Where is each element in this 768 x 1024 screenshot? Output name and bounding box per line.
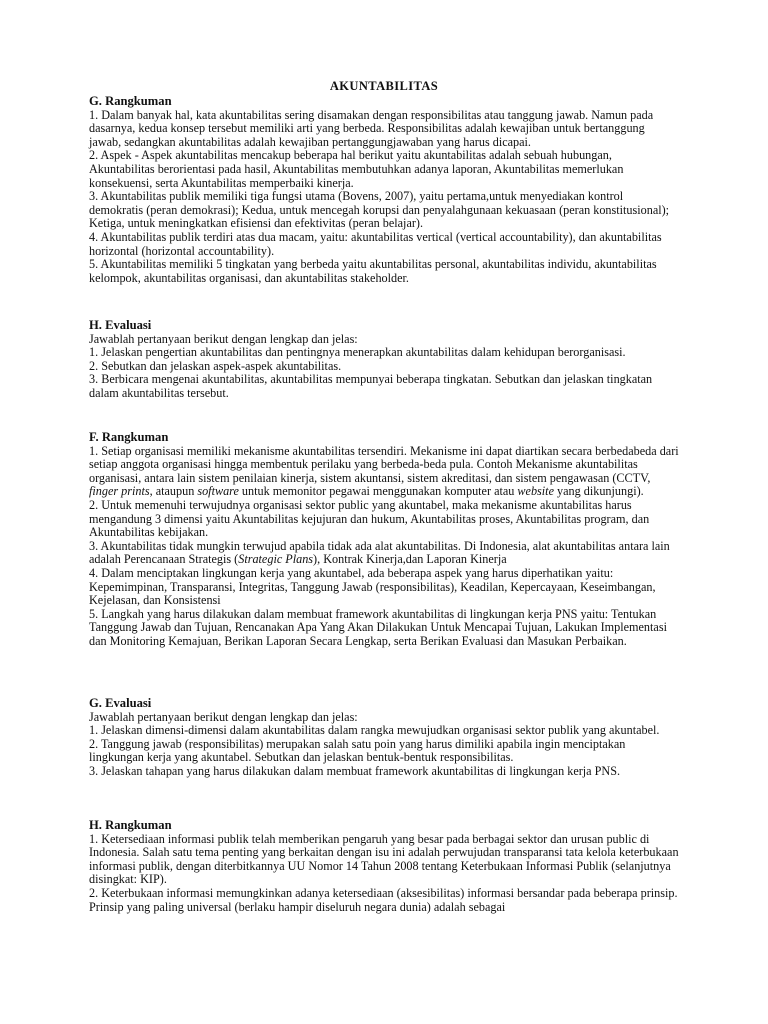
paragraph: 2. Untuk memenuhi terwujudnya organisasi sektor public yang akuntabel, maka mekanisme akuntabilitas harus mengandung 3 dimensi yaitu Akuntabilitas kejujuran dan hukum, Akuntabilitas proses, Akuntabilitas program, dan Akuntabilitas kebijakan. bbox=[89, 497, 650, 540]
italic-term: website bbox=[517, 484, 554, 499]
paragraph: 1. Ketersediaan informasi publik telah memberikan pengaruh yang besar pada berbagai sektor dan urusan public di Indonesia. Salah satu tema penting yang berkaitan dengan isu ini adalah perwujudan transparansi tata kelola keterbukaan informasi publik, dengan diterbitkannya UU Nomor 14 Tahun 2008 tentang Keterbukaan Informasi Publik (selanjutnya disingkat: KIP). bbox=[89, 831, 679, 887]
section-g-rangkuman bbox=[89, 95, 679, 285]
paragraph: Jawablah pertanyaan berikut dengan lengkap dan jelas: bbox=[89, 331, 358, 346]
document-title: AKUNTABILITAS bbox=[329, 79, 439, 93]
paragraph: 3. Berbicara mengenai akuntabilitas, akuntabilitas mempunyai beberapa tingkatan. Sebutkan dan jelaskan tingkatan dalam akuntabilitas tersebut. bbox=[89, 372, 653, 400]
text-run: ), Kontrak Kinerja,dan Laporan Kinerja bbox=[313, 552, 507, 567]
section-g-evaluasi bbox=[89, 697, 679, 779]
paragraph: 1. Dalam banyak hal, kata akuntabilitas sering disamakan dengan responsibilitas atau tanggung jawab. Namun pada dasarnya, kedua konsep tersebut memiliki arti yang berbeda. Responsibilitas adalah kewajiban untuk bertanggung jawab, sedangkan akuntabilitas adalah kewajiban pertanggungjawaban yang harus dicapai. bbox=[89, 107, 654, 149]
text-run: , ataupun bbox=[149, 484, 198, 499]
paragraph: 1. Jelaskan pengertian akuntabilitas dan pentingnya menerapkan akuntabilitas dalam kehidupan berorganisasi. bbox=[89, 345, 626, 360]
italic-term: Strategic Plans bbox=[238, 552, 314, 567]
paragraph: 5. Langkah yang harus dilakukan dalam membuat framework akuntabilitas di lingkungan kerja PNS yaitu: Tentukan Tanggung Jawab dan Tujuan, Rencanakan Apa Yang Akan Dilakukan Untuk Mencapai Tujuan, Lakukan Implementasi dan Monitoring Kemajuan, Berikan Laporan Secara Lengkap, serta Berikan Evaluasi dan Masukan Perbaikan. bbox=[89, 606, 667, 648]
section-heading: G. Evaluasi bbox=[89, 696, 152, 710]
italic-term: software bbox=[197, 484, 239, 499]
paragraph bbox=[89, 445, 679, 499]
text-run: 1. Setiap organisasi memiliki mekanisme akuntabilitas tersendiri. Mekanisme ini dapat diartikan secara berbedabeda dari setiap anggota organisasi hingga membentuk perilaku yang berbeda-beda pula. Contoh Mekanisme akuntabilitas organisasi, antara lain sistem penilaian kinerja, sistem akuntansi, sistem akreditasi, dan sistem pengawasan (CCTV, bbox=[89, 443, 679, 485]
paragraph: 2. Keterbukaan informasi memungkinkan adanya ketersediaan (aksesibilitas) informasi bersandar pada beberapa prinsip. Prinsip yang paling universal (berlaku hampir diseluruh negara dunia) adalah sebagai bbox=[89, 885, 678, 914]
text-run: 3. Akuntabilitas tidak mungkin terwujud apabila tidak ada alat akuntabilitas. Di Indonesia, alat akuntabilitas antara lain adalah Perencanaan Strategis ( bbox=[89, 538, 670, 567]
paragraph: 2. Tanggung jawab (responsibilitas) merupakan salah satu poin yang harus dimiliki apabila ingin menciptakan lingkungan kerja yang akuntabel. Sebutkan dan jelaskan bentuk-bentuk responsibilitas. bbox=[89, 736, 626, 765]
paragraph: 1. Jelaskan dimensi-dimensi dalam akuntabilitas dalam rangka mewujudkan organisasi sektor publik yang akuntabel. bbox=[89, 723, 660, 738]
text-run: untuk memonitor pegawai menggunakan komputer atau bbox=[238, 484, 518, 499]
paragraph: 4. Dalam menciptakan lingkungan kerja yang akuntabel, ada beberapa aspek yang harus diperhatikan yaitu: Kepemimpinan, Transparansi, Integritas, Tanggung Jawab (responsibilitas), Keadilan, Kepercayaan, Keseimbangan, Kejelasan, dan Konsistensi bbox=[89, 565, 656, 608]
paragraph: 4. Akuntabilitas publik terdiri atas dua macam, yaitu: akuntabilitas vertical (vertical accountability), dan akuntabilitas horizontal (horizontal accountability). bbox=[89, 229, 662, 258]
italic-term: finger prints bbox=[89, 484, 150, 499]
paragraph: 3. Akuntabilitas publik memiliki tiga fungsi utama (Bovens, 2007), yaitu pertama,untuk menyediakan kontrol demokratis (peran demokrasi); Kedua, untuk mencegah korupsi dan penyalahgunaan kekuasaan (peran konstitusional); Ketiga, untuk meningkatkan efisiensi dan efektivitas (peran belajar). bbox=[89, 189, 670, 231]
paragraph: 5. Akuntabilitas memiliki 5 tingkatan yang berbeda yaitu akuntabilitas personal, akuntabilitas individu, akuntabilitas kelompok, akuntabilitas organisasi, dan akuntabilitas stakeholder. bbox=[89, 257, 657, 285]
paragraph: 2. Sebutkan dan jelaskan aspek-aspek akuntabilitas. bbox=[89, 358, 342, 373]
paragraph: 3. Jelaskan tahapan yang harus dilakukan dalam membuat framework akuntabilitas di lingkungan kerja PNS. bbox=[89, 763, 621, 778]
section-f-rangkuman bbox=[89, 431, 679, 649]
text-run: yang dikunjungi). bbox=[553, 484, 644, 499]
paragraph bbox=[89, 540, 679, 567]
section-h-evaluasi bbox=[89, 319, 679, 401]
section-heading: H. Rangkuman bbox=[89, 818, 172, 832]
section-heading: F. Rangkuman bbox=[89, 430, 169, 444]
paragraph: 2. Aspek - Aspek akuntabilitas mencakup beberapa hal berikut yaitu akuntabilitas adalah sebuah hubungan, Akuntabilitas berorientasi pada hasil, Akuntabilitas membutuhkan adanya laporan, Akuntabilitas memerlukan konsekuensi, serta Akuntabilitas memperbaiki kinerja. bbox=[89, 148, 624, 190]
section-heading: G. Rangkuman bbox=[89, 94, 172, 108]
section-h-rangkuman bbox=[89, 819, 679, 914]
paragraph: Jawablah pertanyaan berikut dengan lengkap dan jelas: bbox=[89, 709, 358, 724]
section-heading: H. Evaluasi bbox=[89, 318, 152, 332]
